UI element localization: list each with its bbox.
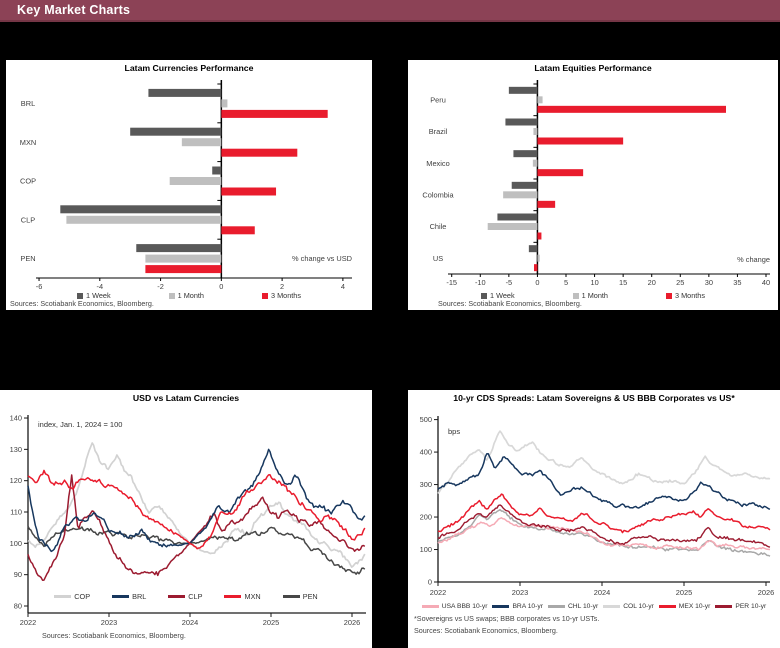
bar: [488, 223, 538, 230]
legend-item: [659, 603, 711, 610]
legend-item: [492, 603, 542, 610]
legend-swatch: [573, 293, 579, 299]
legend-label: PER 10-yr: [735, 603, 767, 610]
bar: [221, 110, 327, 118]
bar: [534, 264, 537, 271]
panel-cds-spreads: [408, 390, 780, 648]
y-tick-label: 100: [9, 538, 22, 548]
y-tick-label: 100: [419, 545, 432, 555]
x-tick-label: 2: [280, 282, 285, 291]
footnote-text: *Sovereigns vs US swaps; BBB corporates vs 10-yr USTs.: [414, 614, 600, 623]
x-tick-label: 2025: [675, 588, 693, 597]
legend-swatch: [77, 293, 83, 299]
bar: [512, 182, 538, 189]
bar: [533, 160, 538, 167]
category-label: Peru: [430, 95, 446, 105]
x-tick-label: 2022: [429, 588, 447, 597]
chart-title-latam-equities: Latam Equities Performance: [534, 63, 652, 73]
sources-text: Sources: Scotiabank Economics, Bloomberg.: [438, 299, 582, 308]
bar: [529, 245, 538, 252]
legend-label: 1 Week: [86, 291, 111, 300]
x-tick-label: 10: [590, 278, 599, 287]
bar: [533, 128, 537, 135]
x-tick-label: -4: [96, 282, 104, 291]
chart-title-latam-currencies: Latam Currencies Performance: [124, 63, 254, 73]
latam-currencies-chart: [6, 60, 372, 310]
bar: [66, 216, 221, 224]
legend-swatch: [224, 595, 241, 598]
axis-note: index, Jan. 1, 2024 = 100: [38, 420, 123, 429]
legend-label: COL 10-yr: [623, 603, 654, 610]
category-label: BRL: [20, 99, 36, 108]
chart-title-cds-spreads: 10-yr CDS Spreads: Latam Sovereigns & US BBB Corporates vs US*: [453, 393, 735, 403]
legend-swatch: [481, 293, 487, 299]
bar: [145, 265, 221, 273]
legend-label: 3 Months: [270, 291, 301, 300]
bar: [212, 167, 221, 175]
bar: [221, 226, 254, 234]
sources-text: Sources: Scotiabank Economics, Bloomberg.: [42, 631, 186, 640]
x-tick-label: -15: [446, 278, 458, 287]
legend-swatch: [54, 595, 71, 598]
legend-label: PEN: [302, 592, 318, 601]
y-tick-label: 200: [419, 512, 432, 522]
x-tick-label: 25: [676, 278, 685, 287]
x-tick-label: 2024: [593, 588, 611, 597]
axis-note: % change: [737, 255, 770, 264]
x-tick-label: 2023: [100, 618, 118, 627]
axis-note: bps: [448, 427, 461, 436]
chart-title-usd-vs-latam: USD vs Latam Currencies: [132, 393, 240, 403]
legend-label: CLP: [188, 592, 203, 601]
bar: [182, 138, 222, 146]
legend-swatch: [112, 595, 129, 598]
x-tick-label: 2025: [262, 618, 280, 627]
legend-item: [603, 603, 654, 610]
x-tick-label: 2026: [757, 588, 775, 597]
legend-label: USA BBB 10-yr: [441, 603, 488, 610]
legend-swatch: [548, 605, 565, 608]
panel-latam-equities: [408, 60, 778, 310]
x-tick-label: 20: [647, 278, 656, 287]
bar: [505, 119, 537, 126]
bar: [537, 233, 541, 240]
legend-label: CHL 10-yr: [567, 603, 599, 610]
x-tick-label: -10: [474, 278, 486, 287]
bar: [537, 169, 583, 176]
bar: [136, 244, 221, 252]
legend-item: [715, 603, 766, 610]
x-tick-label: 4: [340, 282, 345, 291]
x-tick-label: -6: [35, 282, 43, 291]
axis-note: % change vs USD: [292, 254, 352, 263]
legend-item: [169, 291, 204, 300]
legend-label: BRA 10-yr: [512, 603, 543, 610]
x-tick-label: -5: [505, 278, 513, 287]
legend-label: MXN: [244, 592, 261, 601]
series-line-COL 10-yr: [438, 431, 770, 493]
legend-item: [224, 592, 260, 601]
x-tick-label: 0: [219, 282, 224, 291]
x-tick-label: 30: [704, 278, 713, 287]
legend-swatch: [262, 293, 268, 299]
y-tick-label: 400: [419, 447, 432, 457]
legend-item: [548, 603, 598, 610]
bar: [497, 214, 537, 221]
series-line-CLP: [28, 475, 365, 580]
page-header: [0, 0, 780, 22]
category-label: Colombia: [422, 190, 454, 200]
series-line-PEN: [28, 526, 365, 574]
legend-swatch: [168, 595, 185, 598]
bar: [221, 99, 227, 107]
y-tick-label: 110: [10, 507, 22, 517]
bar: [60, 205, 221, 213]
legend-label: 1 Week: [490, 291, 515, 300]
legend-swatch: [492, 605, 509, 608]
bar: [509, 87, 538, 94]
y-tick-label: 90: [13, 570, 22, 580]
legend-swatch: [169, 293, 175, 299]
x-tick-label: 15: [619, 278, 628, 287]
legend-swatch: [422, 605, 439, 608]
legend-swatch: [715, 605, 732, 608]
x-tick-label: 5: [563, 278, 569, 287]
legend-item: [422, 603, 488, 610]
legend-item: [283, 592, 318, 601]
legend-label: 1 Month: [177, 291, 204, 300]
legend-swatch: [283, 595, 300, 598]
bar: [221, 149, 297, 157]
y-tick-label: 120: [9, 476, 22, 486]
legend-item: [112, 592, 146, 601]
sources-text: Sources: Scotiabank Economics, Bloomberg.: [414, 626, 558, 635]
panel-usd-vs-latam: [0, 390, 372, 648]
sources-text: Sources: Scotiabank Economics, Bloomberg.: [10, 299, 154, 308]
y-tick-label: 140: [9, 413, 22, 423]
bar: [130, 128, 221, 136]
x-tick-label: 2023: [511, 588, 529, 597]
bar: [145, 255, 221, 263]
legend-swatch: [603, 605, 620, 608]
category-label: US: [432, 253, 444, 263]
y-tick-label: 80: [13, 601, 22, 611]
bar: [537, 96, 542, 103]
category-label: COP: [19, 176, 37, 186]
legend-item: [168, 592, 202, 601]
bar: [537, 255, 539, 262]
category-label: Mexico: [426, 158, 450, 168]
bar: [503, 191, 537, 198]
panel-latam-currencies: [6, 60, 372, 310]
legend-swatch: [666, 293, 672, 299]
x-tick-label: 0: [535, 278, 540, 287]
legend-label: 3 Months: [674, 291, 705, 300]
bar: [537, 138, 623, 145]
legend-cds-spreads: [408, 603, 780, 610]
category-label: CLP: [20, 215, 36, 225]
x-tick-label: -2: [157, 282, 164, 291]
x-tick-label: 40: [761, 278, 771, 287]
x-tick-label: 2022: [19, 618, 37, 627]
category-label: MXN: [19, 137, 37, 147]
category-label: PEN: [20, 254, 36, 264]
legend-label: MEX 10-yr: [678, 603, 711, 610]
page-title: Key Market Charts: [17, 3, 131, 17]
legend-label: COP: [74, 592, 91, 601]
series-line-MEX 10-yr: [438, 494, 770, 532]
bar: [148, 89, 221, 97]
legend-usd-vs-latam: [0, 592, 372, 601]
x-tick-label: 35: [733, 278, 742, 287]
legend-item: [54, 592, 90, 601]
latam-equities-chart: [408, 60, 778, 310]
bar: [537, 201, 555, 208]
category-label: Brazil: [428, 127, 448, 137]
series-line-BRL: [28, 449, 365, 551]
y-tick-label: 300: [419, 480, 432, 490]
category-label: Chile: [429, 222, 447, 232]
legend-swatch: [659, 605, 676, 608]
usd-vs-latam-chart: [0, 390, 372, 648]
bar: [170, 177, 222, 185]
x-tick-label: 2026: [343, 618, 361, 627]
legend-item: [262, 291, 301, 300]
series-line-BRA 10-yr: [438, 454, 770, 510]
legend-label: BRL: [132, 592, 147, 601]
y-tick-label: 500: [419, 415, 432, 425]
legend-label: 1 Month: [581, 291, 608, 300]
legend-item: [666, 291, 705, 300]
y-tick-label: 0: [427, 577, 432, 587]
bar: [537, 106, 726, 113]
y-tick-label: 130: [9, 444, 22, 454]
bar: [221, 188, 276, 196]
bar: [513, 150, 537, 157]
x-tick-label: 2024: [181, 618, 199, 627]
